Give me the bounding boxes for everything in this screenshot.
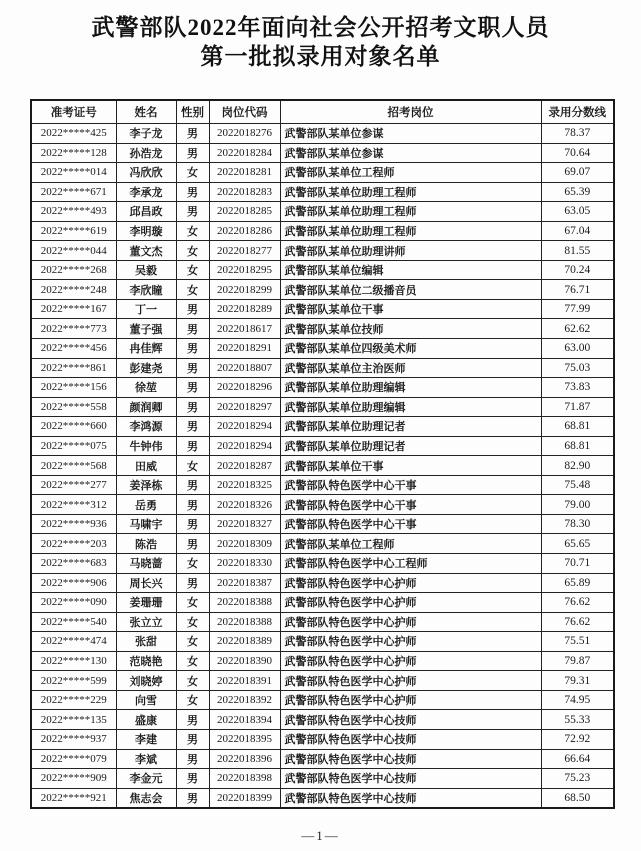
cell-position: 武警部队某单位助理记者	[280, 436, 541, 456]
cell-position-code: 2022018395	[209, 729, 280, 749]
cell-position: 武警部队某单位助理编辑	[280, 378, 541, 398]
cell-score: 76.71	[541, 280, 614, 300]
cell-score: 77.99	[541, 299, 614, 319]
table-row	[31, 710, 614, 730]
table-row	[31, 299, 614, 319]
cell-score: 79.00	[541, 495, 614, 515]
cell-gender: 男	[176, 729, 209, 749]
cell-score: 55.33	[541, 710, 614, 730]
cell-gender: 女	[176, 456, 209, 476]
cell-position: 武警部队某单位四级美术师	[280, 339, 541, 359]
table-header-row	[31, 100, 614, 124]
cell-name: 李金元	[116, 769, 176, 789]
cell-exam-id: 2022*****128	[31, 143, 116, 163]
table-row	[31, 417, 614, 437]
column-header-score: 录用分数线	[541, 100, 614, 124]
table-row	[31, 182, 614, 202]
table-row	[31, 651, 614, 671]
cell-position-code: 2022018297	[209, 397, 280, 417]
cell-position-code: 2022018284	[209, 143, 280, 163]
cell-name: 姜泽栋	[116, 475, 176, 495]
cell-position: 武警部队某单位技师	[280, 319, 541, 339]
cell-position: 武警部队特色医学中心护师	[280, 573, 541, 593]
cell-name: 董文杰	[116, 241, 176, 261]
cell-score: 82.90	[541, 456, 614, 476]
cell-exam-id: 2022*****229	[31, 690, 116, 710]
cell-position: 武警部队特色医学中心护师	[280, 690, 541, 710]
cell-gender: 女	[176, 554, 209, 574]
cell-score: 68.81	[541, 436, 614, 456]
cell-exam-id: 2022*****921	[31, 788, 116, 808]
cell-exam-id: 2022*****493	[31, 202, 116, 222]
cell-gender: 女	[176, 690, 209, 710]
cell-score: 70.24	[541, 260, 614, 280]
cell-gender: 男	[176, 436, 209, 456]
cell-position: 武警部队某单位主治医师	[280, 358, 541, 378]
table-row	[31, 612, 614, 632]
cell-exam-id: 2022*****130	[31, 651, 116, 671]
cell-name: 李建	[116, 729, 176, 749]
column-header-position: 招考岗位	[280, 100, 541, 124]
cell-position-code: 2022018399	[209, 788, 280, 808]
table-row	[31, 749, 614, 769]
cell-position-code: 2022018326	[209, 495, 280, 515]
cell-position-code: 2022018291	[209, 339, 280, 359]
cell-gender: 男	[176, 769, 209, 789]
cell-exam-id: 2022*****312	[31, 495, 116, 515]
page-number: —1—	[301, 828, 340, 843]
table-row	[31, 241, 614, 261]
cell-score: 76.62	[541, 593, 614, 613]
page-title	[0, 13, 641, 71]
cell-position-code: 2022018286	[209, 221, 280, 241]
cell-name: 李斌	[116, 749, 176, 769]
cell-position-code: 2022018289	[209, 299, 280, 319]
cell-position: 武警部队特色医学中心技师	[280, 729, 541, 749]
cell-position: 武警部队特色医学中心护师	[280, 632, 541, 652]
cell-position-code: 2022018388	[209, 593, 280, 613]
cell-gender: 女	[176, 280, 209, 300]
cell-name: 马晓蔷	[116, 554, 176, 574]
cell-name: 邱昌政	[116, 202, 176, 222]
cell-position: 武警部队某单位助理编辑	[280, 397, 541, 417]
column-header-name: 姓名	[116, 100, 176, 124]
cell-score: 68.81	[541, 417, 614, 437]
cell-score: 65.65	[541, 534, 614, 554]
cell-gender: 女	[176, 221, 209, 241]
cell-name: 周长兴	[116, 573, 176, 593]
cell-exam-id: 2022*****906	[31, 573, 116, 593]
cell-position: 武警部队某单位工程师	[280, 163, 541, 183]
table-row	[31, 769, 614, 789]
cell-exam-id: 2022*****599	[31, 671, 116, 691]
cell-gender: 男	[176, 749, 209, 769]
cell-score: 65.89	[541, 573, 614, 593]
cell-score: 70.71	[541, 554, 614, 574]
page-title-line1: 武警部队2022年面向社会公开招考文职人员	[91, 15, 550, 40]
cell-gender: 女	[176, 651, 209, 671]
cell-exam-id: 2022*****203	[31, 534, 116, 554]
cell-gender: 男	[176, 788, 209, 808]
cell-position-code: 2022018327	[209, 514, 280, 534]
cell-exam-id: 2022*****660	[31, 417, 116, 437]
page-title-line2: 第一批拟录用对象名单	[200, 44, 441, 69]
table-row	[31, 280, 614, 300]
cell-gender: 男	[176, 534, 209, 554]
cell-name: 吴毅	[116, 260, 176, 280]
cell-position-code: 2022018276	[209, 124, 280, 144]
table-row	[31, 554, 614, 574]
cell-gender: 女	[176, 163, 209, 183]
cell-exam-id: 2022*****683	[31, 554, 116, 574]
table-row	[31, 573, 614, 593]
table-row	[31, 319, 614, 339]
cell-position-code: 2022018281	[209, 163, 280, 183]
cell-gender: 男	[176, 475, 209, 495]
cell-score: 69.07	[541, 163, 614, 183]
cell-position: 武警部队某单位参谋	[280, 124, 541, 144]
cell-position-code: 2022018807	[209, 358, 280, 378]
table-row	[31, 163, 614, 183]
cell-position: 武警部队某单位助理工程师	[280, 182, 541, 202]
cell-gender: 女	[176, 260, 209, 280]
cell-position: 武警部队特色医学中心护师	[280, 593, 541, 613]
cell-position: 武警部队特色医学中心护师	[280, 612, 541, 632]
cell-gender: 男	[176, 299, 209, 319]
cell-position-code: 2022018277	[209, 241, 280, 261]
cell-exam-id: 2022*****075	[31, 436, 116, 456]
cell-name: 李鸿源	[116, 417, 176, 437]
cell-name: 焦志会	[116, 788, 176, 808]
cell-name: 李子龙	[116, 124, 176, 144]
table-row	[31, 260, 614, 280]
cell-score: 68.50	[541, 788, 614, 808]
cell-gender: 男	[176, 143, 209, 163]
cell-exam-id: 2022*****861	[31, 358, 116, 378]
cell-name: 彭建尧	[116, 358, 176, 378]
table-body	[31, 124, 614, 809]
cell-score: 62.62	[541, 319, 614, 339]
cell-gender: 男	[176, 514, 209, 534]
cell-gender: 男	[176, 319, 209, 339]
cell-position-code: 2022018387	[209, 573, 280, 593]
cell-position: 武警部队某单位干事	[280, 299, 541, 319]
table-row	[31, 534, 614, 554]
cell-gender: 男	[176, 710, 209, 730]
cell-score: 75.51	[541, 632, 614, 652]
cell-score: 75.48	[541, 475, 614, 495]
cell-position: 武警部队某单位干事	[280, 456, 541, 476]
cell-exam-id: 2022*****090	[31, 593, 116, 613]
table-row	[31, 339, 614, 359]
table-row	[31, 397, 614, 417]
cell-name: 孙浩龙	[116, 143, 176, 163]
cell-position-code: 2022018325	[209, 475, 280, 495]
cell-name: 徐堃	[116, 378, 176, 398]
table-row	[31, 729, 614, 749]
cell-score: 72.92	[541, 729, 614, 749]
cell-name: 丁一	[116, 299, 176, 319]
cell-exam-id: 2022*****619	[31, 221, 116, 241]
cell-name: 刘晓婷	[116, 671, 176, 691]
cell-position: 武警部队某单位助理讲师	[280, 241, 541, 261]
cell-exam-id: 2022*****079	[31, 749, 116, 769]
cell-score: 78.30	[541, 514, 614, 534]
cell-position: 武警部队特色医学中心护师	[280, 671, 541, 691]
cell-score: 71.87	[541, 397, 614, 417]
table-row	[31, 593, 614, 613]
cell-exam-id: 2022*****167	[31, 299, 116, 319]
cell-exam-id: 2022*****558	[31, 397, 116, 417]
cell-name: 冉佳辉	[116, 339, 176, 359]
table-row	[31, 221, 614, 241]
cell-exam-id: 2022*****425	[31, 124, 116, 144]
cell-position-code: 2022018394	[209, 710, 280, 730]
cell-position: 武警部队特色医学中心干事	[280, 495, 541, 515]
table-row	[31, 514, 614, 534]
cell-score: 66.64	[541, 749, 614, 769]
cell-gender: 女	[176, 241, 209, 261]
cell-gender: 女	[176, 593, 209, 613]
cell-position-code: 2022018389	[209, 632, 280, 652]
cell-exam-id: 2022*****456	[31, 339, 116, 359]
cell-position: 武警部队某单位助理工程师	[280, 221, 541, 241]
cell-score: 78.37	[541, 124, 614, 144]
cell-name: 盛康	[116, 710, 176, 730]
cell-gender: 男	[176, 397, 209, 417]
cell-name: 马啸宇	[116, 514, 176, 534]
cell-name: 李承龙	[116, 182, 176, 202]
cell-score: 70.64	[541, 143, 614, 163]
cell-exam-id: 2022*****277	[31, 475, 116, 495]
cell-position: 武警部队某单位助理工程师	[280, 202, 541, 222]
cell-position: 武警部队特色医学中心护师	[280, 651, 541, 671]
cell-score: 73.83	[541, 378, 614, 398]
table-row	[31, 671, 614, 691]
column-header-gender: 性别	[176, 100, 209, 124]
cell-name: 范晓艳	[116, 651, 176, 671]
cell-gender: 男	[176, 202, 209, 222]
cell-exam-id: 2022*****568	[31, 456, 116, 476]
cell-score: 75.23	[541, 769, 614, 789]
cell-exam-id: 2022*****135	[31, 710, 116, 730]
cell-position: 武警部队特色医学中心技师	[280, 710, 541, 730]
cell-exam-id: 2022*****773	[31, 319, 116, 339]
roster-table	[30, 99, 615, 809]
table-row	[31, 358, 614, 378]
cell-position-code: 2022018392	[209, 690, 280, 710]
cell-score: 67.04	[541, 221, 614, 241]
cell-name: 张甜	[116, 632, 176, 652]
cell-score: 75.03	[541, 358, 614, 378]
cell-position-code: 2022018390	[209, 651, 280, 671]
cell-exam-id: 2022*****156	[31, 378, 116, 398]
cell-gender: 女	[176, 612, 209, 632]
table-row	[31, 202, 614, 222]
cell-score: 81.55	[541, 241, 614, 261]
cell-gender: 男	[176, 378, 209, 398]
cell-score: 76.62	[541, 612, 614, 632]
cell-position-code: 2022018295	[209, 260, 280, 280]
cell-score: 74.95	[541, 690, 614, 710]
cell-position-code: 2022018294	[209, 436, 280, 456]
cell-gender: 男	[176, 124, 209, 144]
cell-name: 董子强	[116, 319, 176, 339]
cell-exam-id: 2022*****909	[31, 769, 116, 789]
cell-exam-id: 2022*****936	[31, 514, 116, 534]
cell-name: 颜润卿	[116, 397, 176, 417]
cell-exam-id: 2022*****671	[31, 182, 116, 202]
cell-position-code: 2022018287	[209, 456, 280, 476]
cell-gender: 女	[176, 632, 209, 652]
cell-score: 63.00	[541, 339, 614, 359]
cell-score: 79.87	[541, 651, 614, 671]
table-row	[31, 378, 614, 398]
table-row	[31, 475, 614, 495]
cell-position: 武警部队特色医学中心工程师	[280, 554, 541, 574]
cell-position-code: 2022018296	[209, 378, 280, 398]
column-header-position-code: 岗位代码	[209, 100, 280, 124]
cell-name: 张立立	[116, 612, 176, 632]
cell-exam-id: 2022*****044	[31, 241, 116, 261]
table-header	[31, 100, 614, 124]
cell-position-code: 2022018294	[209, 417, 280, 437]
cell-position: 武警部队特色医学中心干事	[280, 514, 541, 534]
cell-position: 武警部队某单位二级播音员	[280, 280, 541, 300]
cell-position-code: 2022018391	[209, 671, 280, 691]
cell-position-code: 2022018330	[209, 554, 280, 574]
cell-position-code: 2022018617	[209, 319, 280, 339]
cell-position-code: 2022018309	[209, 534, 280, 554]
cell-position: 武警部队某单位参谋	[280, 143, 541, 163]
cell-exam-id: 2022*****248	[31, 280, 116, 300]
cell-name: 冯欣欣	[116, 163, 176, 183]
cell-score: 79.31	[541, 671, 614, 691]
cell-gender: 男	[176, 417, 209, 437]
cell-exam-id: 2022*****014	[31, 163, 116, 183]
cell-name: 田威	[116, 456, 176, 476]
cell-name: 陈浩	[116, 534, 176, 554]
cell-position: 武警部队某单位工程师	[280, 534, 541, 554]
cell-name: 李欣瞳	[116, 280, 176, 300]
table-row	[31, 143, 614, 163]
cell-position: 武警部队特色医学中心干事	[280, 475, 541, 495]
table-row	[31, 436, 614, 456]
cell-name: 牛钟伟	[116, 436, 176, 456]
cell-gender: 男	[176, 573, 209, 593]
cell-gender: 男	[176, 339, 209, 359]
table-row	[31, 495, 614, 515]
cell-position-code: 2022018285	[209, 202, 280, 222]
table-row	[31, 632, 614, 652]
cell-name: 向雪	[116, 690, 176, 710]
cell-name: 姜珊珊	[116, 593, 176, 613]
cell-position: 武警部队特色医学中心技师	[280, 749, 541, 769]
cell-exam-id: 2022*****937	[31, 729, 116, 749]
table-row	[31, 690, 614, 710]
cell-position: 武警部队某单位编辑	[280, 260, 541, 280]
cell-name: 李明璇	[116, 221, 176, 241]
cell-gender: 男	[176, 182, 209, 202]
table-row	[31, 456, 614, 476]
cell-position-code: 2022018398	[209, 769, 280, 789]
cell-exam-id: 2022*****268	[31, 260, 116, 280]
cell-score: 65.39	[541, 182, 614, 202]
cell-exam-id: 2022*****474	[31, 632, 116, 652]
table-row	[31, 124, 614, 144]
column-header-exam-id: 准考证号	[31, 100, 116, 124]
table-row	[31, 788, 614, 808]
cell-gender: 男	[176, 495, 209, 515]
cell-exam-id: 2022*****540	[31, 612, 116, 632]
cell-score: 63.05	[541, 202, 614, 222]
cell-position-code: 2022018396	[209, 749, 280, 769]
cell-position: 武警部队特色医学中心技师	[280, 788, 541, 808]
cell-position: 武警部队特色医学中心技师	[280, 769, 541, 789]
cell-position: 武警部队某单位助理记者	[280, 417, 541, 437]
cell-gender: 男	[176, 358, 209, 378]
cell-position-code: 2022018388	[209, 612, 280, 632]
cell-position-code: 2022018283	[209, 182, 280, 202]
cell-name: 岳勇	[116, 495, 176, 515]
cell-position-code: 2022018299	[209, 280, 280, 300]
cell-gender: 女	[176, 671, 209, 691]
